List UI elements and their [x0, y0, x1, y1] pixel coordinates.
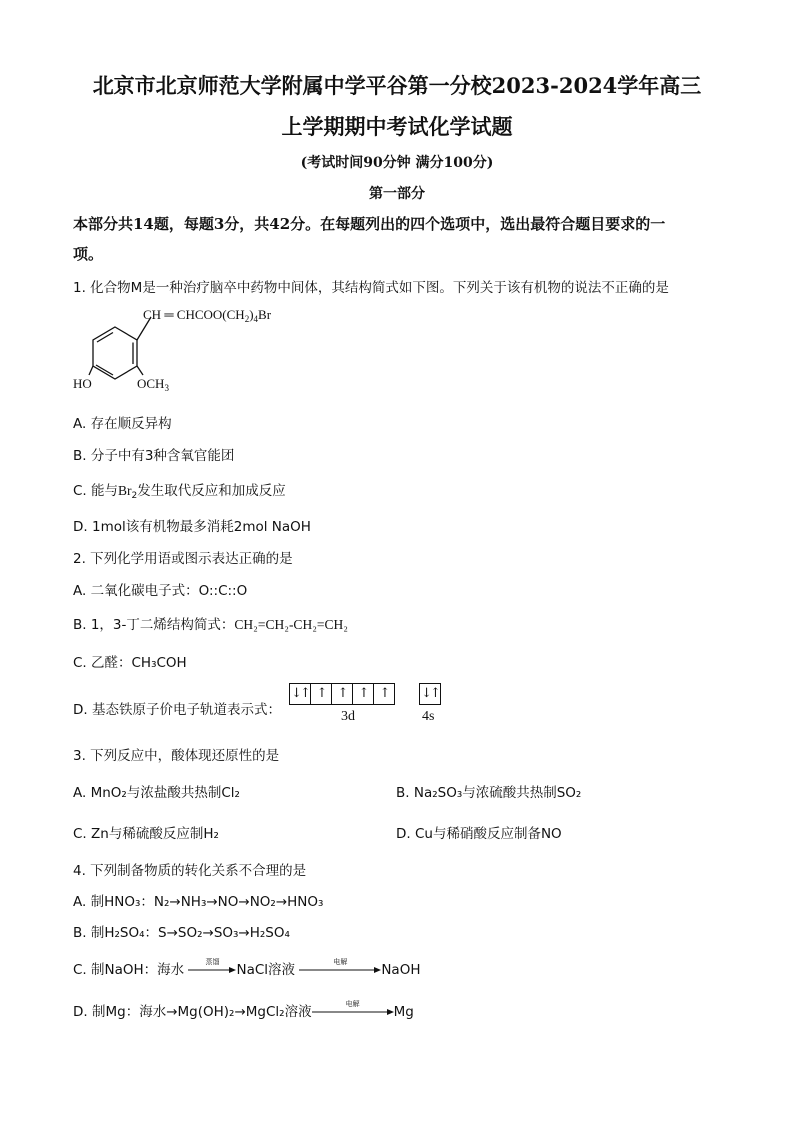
q3-option-a: A. MnO₂与浓盐酸共热制Cl₂	[73, 785, 240, 801]
orbital-4s-label: 4s	[422, 709, 435, 724]
exam-info: (考试时间90分钟 满分100分)	[300, 155, 494, 171]
q3-option-d: D. Cu与稀硝酸反应制备NO	[396, 826, 562, 842]
q2-option-d: D. 基态铁原子价电子轨道表示式：	[73, 702, 281, 718]
orbital-3d-cell: ↑	[311, 684, 332, 704]
orbital-3d-box	[289, 682, 395, 705]
q3-stem: 3. 下列反应中，酸体现还原性的是	[73, 748, 280, 764]
reaction-arrow-icon: 电解	[299, 966, 381, 974]
orbital-3d-label: 3d	[341, 709, 355, 724]
reaction-arrow-icon: 蒸馏	[188, 966, 236, 974]
q1-stem: 1. 化合物M是一种治疗脑卒中药物中间体，其结构简式如下图。下列关于该有机物的说法不正确的是	[73, 280, 669, 296]
q2-stem: 2. 下列化学用语或图示表达正确的是	[73, 551, 293, 567]
orbital-3d-cell: ↓↑	[290, 684, 311, 704]
q4-option-b: B. 制H₂SO₄：S→SO₂→SO₃→H₂SO₄	[73, 925, 290, 941]
q1-structure	[73, 303, 313, 398]
q1-side-chain: CH ═ $CHCOO(CH_2)_4Br$	[143, 307, 272, 324]
q4-option-c: C. 制NaOH：海水 蒸馏 NaCl溶液 电解 NaOH	[73, 958, 421, 978]
instruction-line1: 本部分共14题，每题3分，共42分。在每题列出的四个选项中，选出最符合题目要求的一	[73, 215, 666, 233]
orbital-4s-cell: ↓↑	[421, 686, 439, 701]
q4-stem: 4. 下列制备物质的转化关系不合理的是	[73, 863, 307, 879]
instruction-line2: 项。	[73, 245, 104, 263]
q4-option-d: D. 制Mg：海水→Mg(OH)₂→MgCl₂溶液 电解 Mg	[73, 1000, 414, 1020]
q2-option-c: C. 乙醛：CH₃COH	[73, 655, 187, 671]
q1-option-c: C. 能与$Br_2$发生取代反应和加成反应	[73, 483, 286, 501]
orbital-3d-cell: ↑	[353, 684, 374, 704]
page-title-line2: 上学期期中考试化学试题	[281, 114, 513, 139]
reaction-arrow-icon: 电解	[312, 1008, 394, 1016]
q4-option-a: A. 制HNO₃：N₂→NH₃→NO→NO₂→HNO₃	[73, 894, 324, 910]
orbital-3d-cell: ↑	[379, 686, 389, 701]
q2-option-a: A. 二氧化碳电子式：O::C::O	[73, 583, 248, 599]
q2-option-b: B. 1，3-丁二烯结构简式：CH₂=CH₂-CH₂=CH₂	[73, 617, 348, 633]
q3-option-c: C. Zn与稀硫酸反应制H₂	[73, 826, 219, 842]
part-heading: 第一部分	[369, 186, 425, 202]
page-title-line1: 北京市北京师范大学附属中学平谷第一分校2023-2024学年高三	[92, 73, 702, 98]
q1-option-d: D. 1mol该有机物最多消耗2mol NaOH	[73, 519, 311, 535]
q1-option-a: A. 存在顺反异构	[73, 416, 172, 432]
q1-option-b: B. 分子中有3种含氧官能团	[73, 448, 235, 464]
orbital-3d-cell: ↑	[332, 684, 353, 704]
q1-ho-group: HO	[73, 376, 92, 391]
orbital-4s-box	[419, 682, 441, 705]
q1-och3-group: $OCH_3$	[137, 376, 169, 393]
q3-option-b: B. Na₂SO₃与浓硫酸共热制SO₂	[396, 785, 582, 801]
